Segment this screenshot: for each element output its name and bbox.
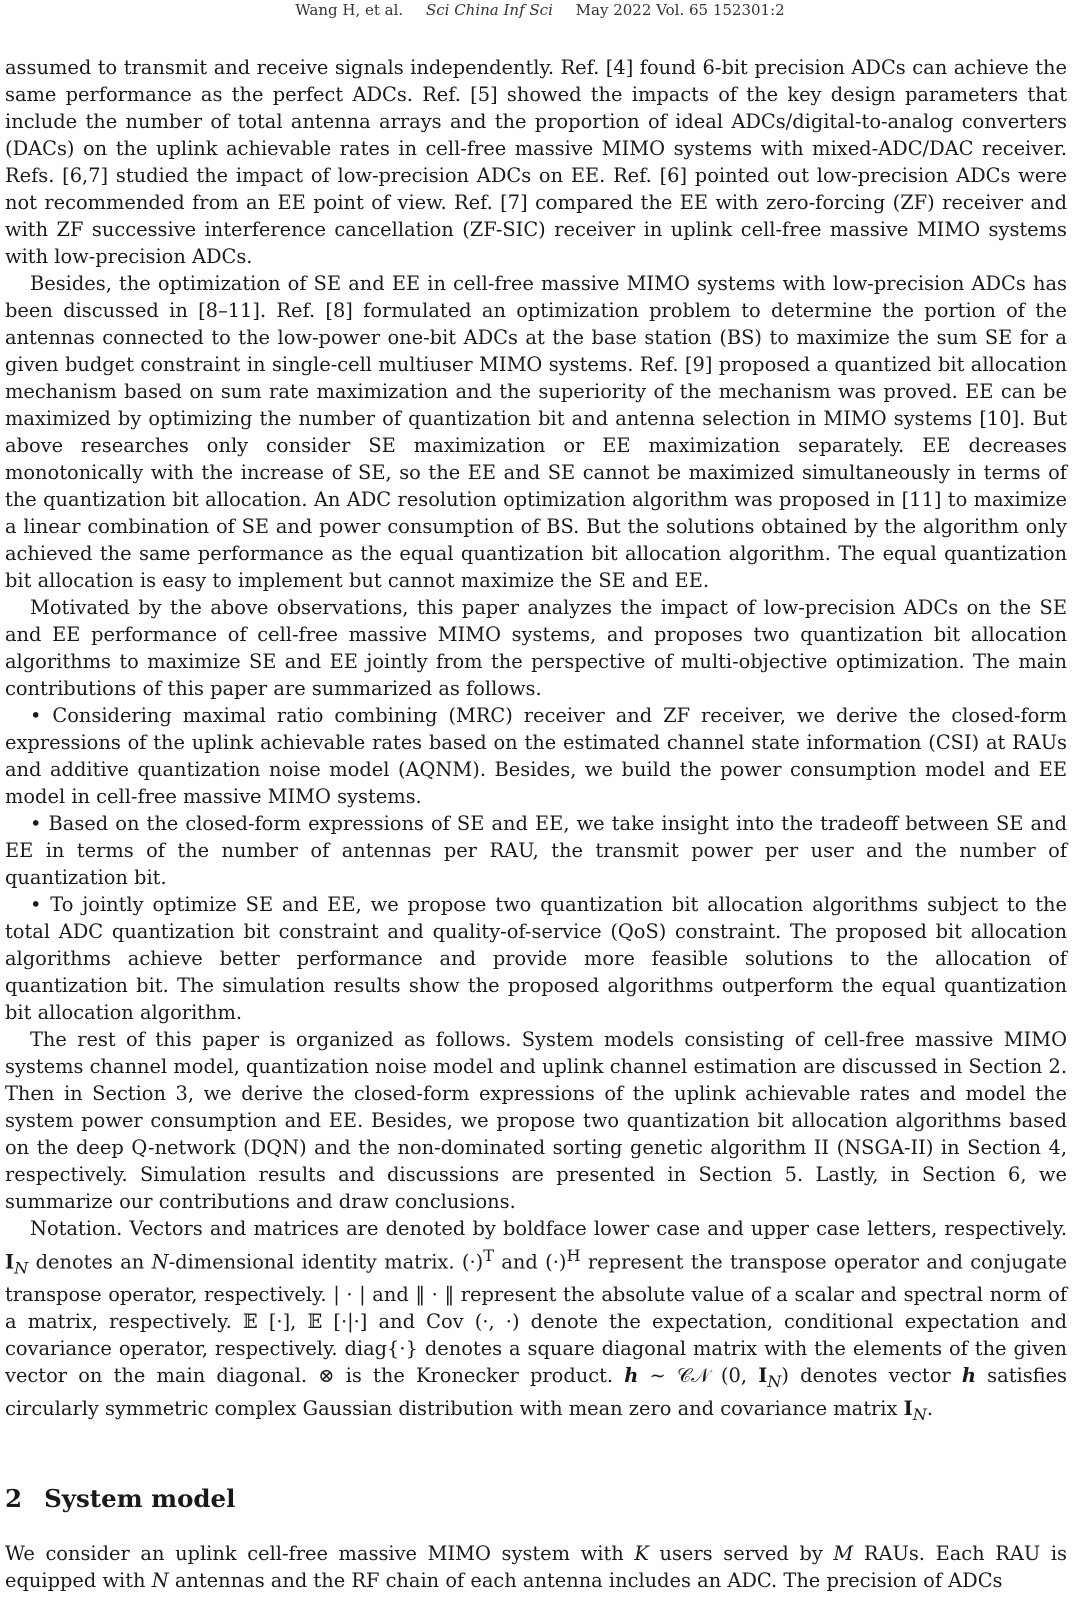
paragraph-2: Besides, the optimization of SE and EE in cell-free massive MIMO systems with low-precision ADCs has been discussed in [8–11]. Ref. [8] formulated an optimization problem to determine the portion of the antennas connected to the low-power one-bit ADCs at the base station (BS) to maximize the sum SE for a given budget constraint in single-cell multiuser MIMO systems. Ref. [9] proposed a quantized bit allocation mechanism based on sum rate maximization and the superiority of the mechanism was proved. EE can be maximized by optimizing the number of quantization bit and antenna selection in MIMO systems [10]. But above researches only consider SE maximization or EE maximization separately. EE decreases monotonically with the increase of SE, so the EE and SE cannot be maximized simultaneously in terms of the quantization bit allocation. An ADC resolution optimization algorithm was proposed in [11] to maximize a linear combination of SE and power consumption of BS. But the solutions obtained by the algorithm only achieved the same performance as the equal quantization bit allocation algorithm. The equal quantization bit allocation is easy to implement but cannot maximize the SE and EE. <box>5 272 1067 592</box>
paragraph-system-model: We consider an uplink cell-free massive MIMO system with K users served by M RAUs. Each RAU is equipped with N antennas and the RF chain of each antenna includes an ADC. The precision of ADCs <box>5 1542 1067 1593</box>
header-journal: Sci China Inf Sci <box>425 1 553 19</box>
contribution-3: • To jointly optimize SE and EE, we propose two quantization bit allocation algorithms subject to the total ADC quantization bit constraint and quality-of-service (QoS) constraint. The proposed bit allocation algorithms achieve better performance and provide more feasible solutions to the allocation of quantization bit. The simulation results show the proposed algorithms outperform the equal quantization bit allocation algorithm. <box>5 893 1067 1024</box>
running-header <box>0 0 1080 22</box>
paragraph-organization: The rest of this paper is organized as follows. System models consisting of cell-free massive MIMO systems channel model, quantization noise model and uplink channel estimation are discussed in Section 2. Then in Section 3, we derive the closed-form expressions of the uplink achievable rates and model the system power consumption and EE. Besides, we propose two quantization bit allocation algorithms based on the deep Q-network (DQN) and the non-dominated sorting genetic algorithm II (NSGA-II) in Section 4, respectively. Simulation results and discussions are presented in Section 5. Lastly, in Section 6, we summarize our contributions and draw conclusions. <box>5 1028 1067 1213</box>
contribution-2: • Based on the closed-form expressions of SE and EE, we take insight into the tradeoff between SE and EE in terms of the number of antennas per RAU, the transmit power per user and the number of quantization bit. <box>5 812 1067 889</box>
notation-paragraph: Notation. Vectors and matrices are denoted by boldface lower case and upper case letters, respectively. $I_N$ denotes an N-dimensional identity matrix. $(\cdot)^T$ and $(\cdot)^H$ represent the transpose operator and conjugate transpose operator, respectively. | · | and ‖ · ‖ represent the absolute value of a scalar and spectral norm of a matrix, respectively. 𝔼 [·], 𝔼 [·|·] and Cov (·, ·) denote the expectation, conditional expectation and covariance operator, respectively. diag{·} denotes a square diagonal matrix with the elements of the given vector on the main diagonal. ⊗ is the Kronecker product. h ∼ 𝒞𝒩 (0, $I_N$) denotes vector h satisfies circularly symmetric complex Gaussian distribution with mean zero and covariance matrix $I_N$. <box>5 1217 1068 1425</box>
header-issue: May 2022 Vol. 65 152301:2 <box>575 1 785 19</box>
header-authors: Wang H, et al. <box>295 1 404 19</box>
paragraph-1: assumed to transmit and receive signals independently. Ref. [4] found 6-bit precision ADCs can achieve the same performance as the perfect ADCs. Ref. [5] showed the impacts of the key design parameters that include the number of total antenna arrays and the proportion of ideal ADCs/digital-to-analog converters (DACs) on the uplink achievable rates in cell-free massive MIMO systems with mixed-ADC/DAC receiver. Refs. [6,7] studied the impact of low-precision ADCs on EE. Ref. [6] pointed out low-precision ADCs were not recommended from an EE point of view. Ref. [7] compared the EE with zero-forcing (ZF) receiver and with ZF successive interference cancellation (ZF-SIC) receiver in uplink cell-free massive MIMO systems with low-precision ADCs. <box>5 56 1067 268</box>
section-title: System model <box>44 1484 236 1514</box>
section-number: 2 <box>5 1484 23 1514</box>
contribution-1: • Considering maximal ratio combining (MRC) receiver and ZF receiver, we derive the closed-form expressions of the uplink achievable rates based on the estimated channel state information (CSI) at RAUs and additive quantization noise model (AQNM). Besides, we build the power consumption model and EE model in cell-free massive MIMO systems. <box>5 704 1067 808</box>
paragraph-3: Motivated by the above observations, this paper analyzes the impact of low-precision ADCs on the SE and EE performance of cell-free massive MIMO systems, and proposes two quantization bit allocation algorithms to maximize SE and EE jointly from the perspective of multi-objective optimization. The main contributions of this paper are summarized as follows. <box>5 596 1067 700</box>
body-text <box>5 54 1067 1594</box>
section-heading <box>5 1484 1067 1514</box>
